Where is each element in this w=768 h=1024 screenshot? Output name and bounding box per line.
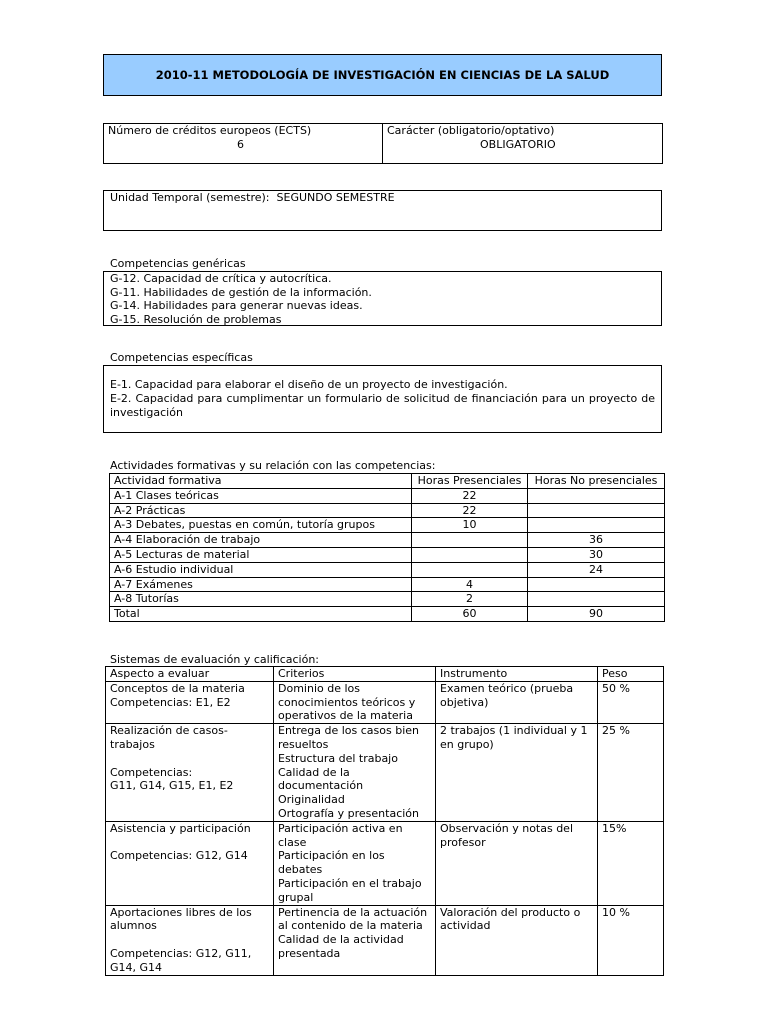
evaluation-criteria: Participación activa en clase Participación en los debates Participación en el trabajo grupal [274,821,436,905]
activity-name: A-1 Clases teóricas [110,488,412,503]
generic-competence-item: G-15. Resolución de problemas [110,312,282,326]
evaluation-instrument: 2 trabajos (1 individual y 1 en grupo) [436,724,598,822]
table-row [106,724,664,822]
evaluation-instrument: Observación y notas del profesor [436,821,598,905]
evaluation-aspect: Realización de casos-trabajos Competencias: G11, G14, G15, E1, E2 [106,724,274,822]
activity-hours-present: 2 [412,592,528,607]
evaluation-header-cell: Aspecto a evaluar [106,667,274,682]
table-row [110,577,665,592]
generic-competences-heading: Competencias genéricas [110,257,246,270]
activities-header-row [110,474,665,489]
activity-hours-remote: 36 [528,533,665,548]
evaluation-header-cell: Instrumento [436,667,598,682]
table-row [110,547,665,562]
activities-header-cell: Horas Presenciales [412,474,528,489]
activity-name: A-5 Lecturas de material [110,547,412,562]
page-title: 2010-11 METODOLOGÍA DE INVESTIGACIÓN EN CIENCIAS DE LA SALUD [103,54,662,96]
evaluation-criteria: Dominio de los conocimientos teóricos y operativos de la materia [274,681,436,723]
evaluation-aspect: Conceptos de la materia Competencias: E1, E2 [106,681,274,723]
specific-competence-item: E-1. Capacidad para elaborar el diseño de un proyecto de investigación. [110,378,508,391]
activity-hours-remote: 30 [528,547,665,562]
table-row [106,821,664,905]
activity-hours-present: 60 [412,607,528,622]
activities-table [109,473,665,622]
activity-name: A-8 Tutorías [110,592,412,607]
evaluation-instrument: Examen teórico (prueba objetiva) [436,681,598,723]
evaluation-weight: 15% [598,821,664,905]
activity-name: A-7 Exámenes [110,577,412,592]
activities-header-cell: Horas No presenciales [528,474,665,489]
evaluation-aspect: Aportaciones libres de los alumnos Competencias: G12, G11, G14, G14 [106,905,274,975]
evaluation-aspect: Asistencia y participación Competencias: G12, G14 [106,821,274,905]
temporal-value: SEGUNDO SEMESTRE [276,191,395,204]
activity-hours-remote [528,503,665,518]
table-row [110,503,665,518]
activity-name: A-6 Estudio individual [110,562,412,577]
evaluation-weight: 25 % [598,724,664,822]
evaluation-weight: 10 % [598,905,664,975]
activity-hours-remote: 24 [528,562,665,577]
credits-value: 6 [237,137,244,151]
table-row [110,562,665,577]
activities-header-cell: Actividad formativa [110,474,412,489]
evaluation-weight: 50 % [598,681,664,723]
specific-competences-box [103,365,662,433]
generic-competence-item: G-11. Habilidades de gestión de la información. [110,285,372,299]
character-value: OBLIGATORIO [480,137,556,151]
evaluation-header-cell: Peso [598,667,664,682]
specific-competence-item: E-2. Capacidad para cumplimentar un formulario de solicitud de financiación para un proyecto de investigación [110,392,655,419]
specific-competences-heading: Competencias específicas [110,351,253,364]
activity-hours-present: 10 [412,518,528,533]
table-row [110,592,665,607]
activity-hours-remote [528,577,665,592]
credits-label: Número de créditos europeos (ECTS) [108,124,312,137]
activity-hours-remote [528,592,665,607]
generic-competences-box [103,271,662,326]
credits-table [103,123,663,164]
table-row [110,518,665,533]
evaluation-header-cell: Criterios [274,667,436,682]
character-cell [383,124,663,164]
temporal-label: Unidad Temporal (semestre): [110,191,270,204]
activity-name: A-2 Prácticas [110,503,412,518]
evaluation-criteria: Pertinencia de la actuación al contenido de la materia Calidad de la actividad presentada [274,905,436,975]
evaluation-instrument: Valoración del producto o actividad [436,905,598,975]
activity-hours-present: 22 [412,503,528,518]
credits-cell [104,124,383,164]
generic-competence-item: G-14. Habilidades para generar nuevas ideas. [110,299,363,313]
evaluation-criteria: Entrega de los casos bien resueltos Estructura del trabajo Calidad de la documentación Originalidad Ortografía y presentación [274,724,436,822]
table-row [110,607,665,622]
activity-hours-present [412,533,528,548]
temporal-box [103,190,662,231]
generic-competence-item: G-12. Capacidad de crítica y autocrítica. [110,272,332,285]
evaluation-table [105,666,664,976]
evaluation-header-row [106,667,664,682]
activity-hours-remote [528,518,665,533]
activity-name: Total [110,607,412,622]
activity-hours-present: 22 [412,488,528,503]
table-row [106,681,664,723]
activity-name: A-3 Debates, puestas en común, tutoría grupos [110,518,412,533]
activity-hours-present: 4 [412,577,528,592]
table-row [106,905,664,975]
activity-name: A-4 Elaboración de trabajo [110,533,412,548]
activity-hours-remote: 90 [528,607,665,622]
table-row [110,488,665,503]
activity-hours-remote [528,488,665,503]
character-label: Carácter (obligatorio/optativo) [387,124,555,137]
activity-hours-present [412,562,528,577]
evaluation-heading: Sistemas de evaluación y calificación: [110,653,320,666]
activities-heading: Actividades formativas y su relación con las competencias: [110,459,436,472]
activity-hours-present [412,547,528,562]
table-row [110,533,665,548]
